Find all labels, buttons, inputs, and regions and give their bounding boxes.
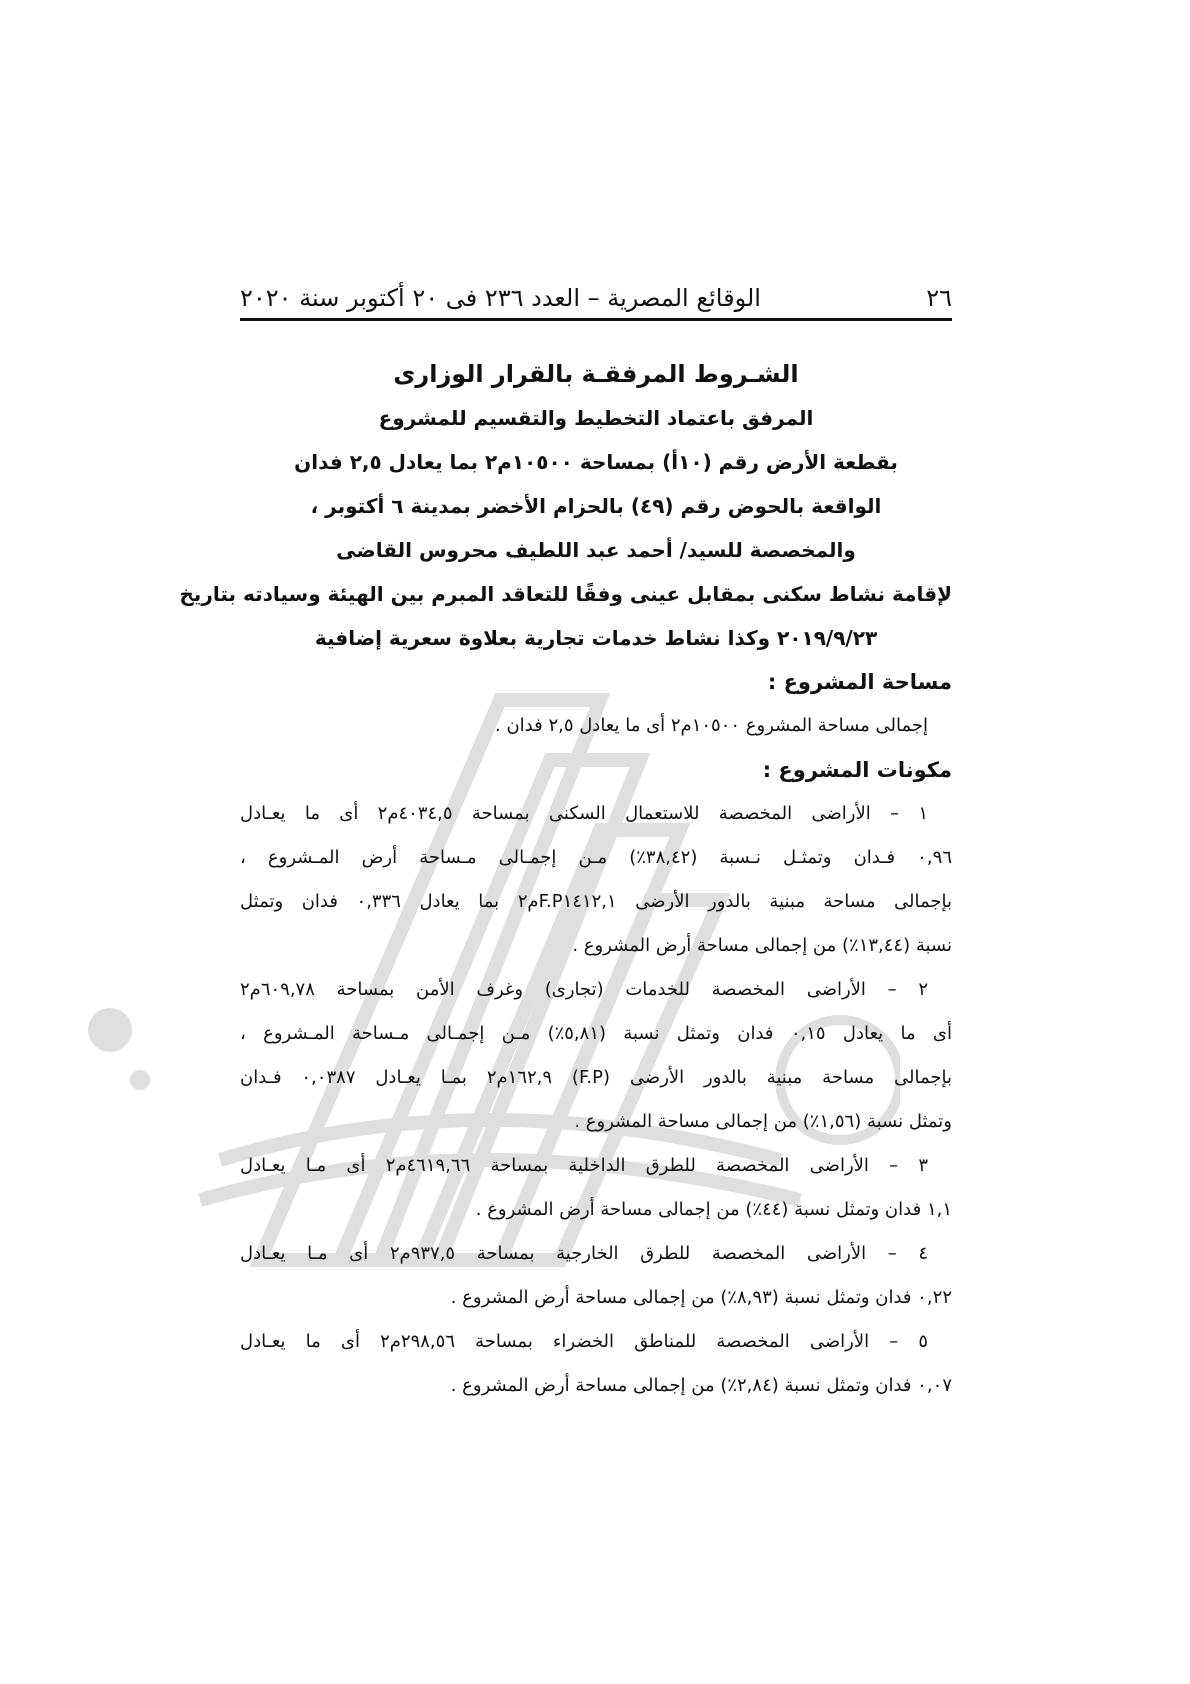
header-divider	[240, 318, 952, 321]
page-header	[240, 266, 952, 312]
title-line: الواقعة بالحوض رقم (٤٩) بالحزام الأخضر بمدينة ٦ أكتوبر ،	[310, 494, 882, 518]
title-line: لإقامة نشاط سكنى بمقابل عينى وفقًا للتعاقد المبرم بين الهيئة وسيادته بتاريخ	[179, 582, 952, 606]
item-line: ٤ – الأراضى المخصصة للطرق الخارجية بمساحة ٩٣٧,٥م٢ أى مـا يعـادل	[240, 1243, 929, 1264]
item-line: ٥ – الأراضى المخصصة للمناطق الخضراء بمساحة ٢٩٨,٥٦م٢ أى ما يعـادل	[240, 1331, 928, 1352]
component-item-4	[240, 1232, 952, 1320]
title-line: ٢٠١٩/٩/٢٣ وكذا نشاط خدمات تجارية بعلاوة سعرية إضافية	[314, 626, 878, 650]
area-heading: مساحة المشروع :	[767, 670, 952, 694]
page-number: ٢٦	[926, 284, 952, 312]
item-line: ١,١ فدان وتمثل نسبة (٤٤٪) من إجمالى مساحة أرض المشروع .	[475, 1199, 952, 1220]
item-line: ٠,٩٦ فـدان وتمثـل نـسبة (٣٨,٤٢٪) مـن إجمـالى مـساحة أرض المـشروع ،	[240, 847, 952, 868]
item-line: ١ – الأراضى المخصصة للاستعمال السكنى بمساحة ٤٠٣٤,٥م٢ أى ما يعـادل	[240, 803, 928, 824]
item-line: بإجمالى مساحة مبنية بالدور الأرضى (F.P) ١٦٢,٩م٢ بمـا يعـادل ٠,٠٣٨٧ فـدان	[240, 1067, 952, 1088]
component-item-5	[240, 1320, 952, 1408]
item-line: نسبة (١٣,٤٤٪) من إجمالى مساحة أرض المشروع .	[572, 935, 952, 956]
title-line: المرفق باعتماد التخطيط والتقسيم للمشروع	[378, 406, 814, 430]
item-line: أى ما يعادل ٠,١٥ فدان وتمثل نسبة (٥,٨١٪) مـن إجمـالى مـساحة المـشروع ،	[240, 1023, 952, 1044]
document-title: الشـروط المرفقـة بالقرار الوزارى	[393, 360, 799, 388]
publication-line: الوقائع المصرية – العدد ٢٣٦ فى ٢٠ أكتوبر سنة ٢٠٢٠	[240, 284, 761, 312]
item-line: وتمثل نسبة (١,٥٦٪) من إجمالى مساحة المشروع .	[574, 1111, 952, 1132]
component-item-3	[240, 1144, 952, 1232]
component-item-2	[240, 968, 952, 1144]
title-line: والمخصصة للسيد/ أحمد عبد اللطيف محروس القاضى	[336, 538, 856, 562]
title-line: بقطعة الأرض رقم (١٠أ) بمساحة ١٠٥٠٠م٢ بما يعادل ٢,٥ فدان	[294, 450, 898, 474]
item-line: ٢ – الأراضى المخصصة للخدمات (تجارى) وغرف الأمن بمساحة ٦٠٩,٧٨م٢	[240, 979, 928, 1000]
area-text: إجمالى مساحة المشروع ١٠٥٠٠م٢ أى ما يعادل ٢,٥ فدان .	[495, 715, 928, 736]
item-line: ٠,٢٢ فدان وتمثل نسبة (٨,٩٣٪) من إجمالى مساحة أرض المشروع .	[450, 1287, 952, 1308]
document-body	[240, 660, 952, 1408]
item-line: بإجمالى مساحة مبنية بالدور الأرضى F.P١٤١٢,١م٢ بما يعادل ٠,٣٣٦ فدان وتمثل	[240, 891, 952, 912]
component-item-1	[240, 792, 952, 968]
item-line: ٠,٠٧ فدان وتمثل نسبة (٢,٨٤٪) من إجمالى مساحة أرض المشروع .	[450, 1375, 952, 1396]
item-line: ٣ – الأراضى المخصصة للطرق الداخلية بمساحة ٤٦١٩,٦٦م٢ أى مـا يعـادل	[240, 1155, 929, 1176]
title-block	[179, 352, 952, 660]
components-heading: مكونات المشروع :	[762, 758, 952, 782]
